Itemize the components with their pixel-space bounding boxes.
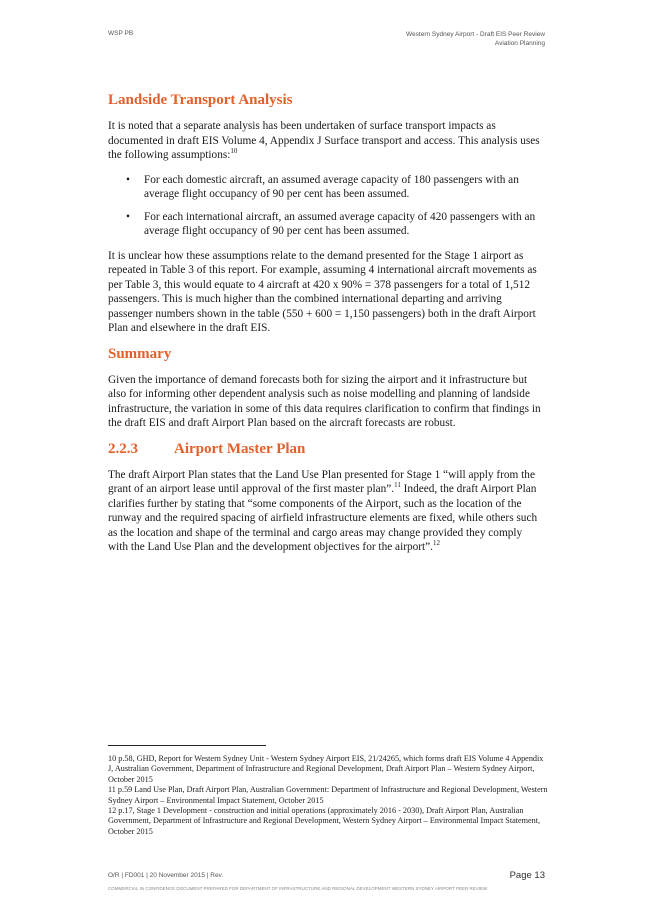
footnotes [108, 754, 548, 837]
section-title: Airport Master Plan [174, 440, 306, 457]
list-item: • For each international aircraft, an assumed average capacity of 420 passengers with an average flight occupancy of 90 per cent has been assumed. [144, 210, 545, 239]
footnote-divider [108, 745, 266, 746]
footnote-ref-10: 10 [230, 147, 238, 156]
landside-para1 [108, 119, 545, 163]
master-plan-para-part2: Indeed, the draft Airport Plan clarifies further by stating that “some components of the Airport, such as the location of the runway and the required spacing of airfield infrastructure elements are fixed, while others such as the location and shape of the terminal and cargo areas may change provided they comply with the Land Use Plan and the development objectives for the airport”. [108, 483, 538, 553]
header-right [406, 30, 545, 48]
footnote-ref-11: 11 [394, 481, 401, 490]
header-left: WSP PB [108, 30, 134, 37]
footnote-12: 12 p.17, Stage 1 Development - construction and initial operations (approximately 2016 - 2030), Draft Airport Plan, Australian Government, Department of Infrastructure and Regional Development, Western Sydney Airport – Environmental Impact Statement, October 2015 [108, 806, 541, 836]
page-number: Page 13 [509, 870, 545, 881]
footer-left: O/R | FD001 | 20 November 2015 | Rev. [108, 872, 224, 879]
footnote-10: 10 p.58, GHD, Report for Western Sydney Unit - Western Sydney Airport EIS, 21/24265, which forms draft EIS Volume 4 Appendix J, Australian Government, Department of Infrastructure and Regional Development, Draft Airport Plan – Western Sydney Airport, October 2015 [108, 754, 544, 784]
footnote-ref-12: 12 [433, 539, 441, 548]
footer-disclaimer: COMMERCIAL IN CONFIDENCE DOCUMENT PREPARED FOR DEPARTMENT OF INFRASTRUCTURE AND REGIONAL DEVELOPMENT WESTERN SYDNEY AIRPORT PEER REVIEW [108, 886, 488, 891]
landside-para1-text: It is noted that a separate analysis has been undertaken of surface transport impacts as documented in draft EIS Volume 4, Appendix J Surface transport and access. This analysis uses the following assumptions: [108, 120, 540, 161]
master-plan-para [108, 468, 545, 555]
list-item: • For each domestic aircraft, an assumed average capacity of 180 passengers with an average flight occupancy of 90 per cent has been assumed. [144, 173, 545, 202]
summary-heading: Summary [108, 345, 172, 362]
assumption-list [108, 173, 545, 239]
section-number: 2.2.3 [108, 440, 138, 457]
document-body [108, 92, 545, 565]
landside-para2: It is unclear how these assumptions relate to the demand presented for the Stage 1 airport as repeated in Table 3 of this report. For example, assuming 4 international aircraft movements as per Table 3, this would equate to 4 aircraft at 420 x 90% = 378 passengers for a total of 1,512 passengers. This is much higher than the combined international departing and arriving passenger numbers shown in the table (550 + 600 = 1,150 passengers) both in the draft Airport Plan and elsewhere in the draft EIS. [108, 249, 537, 334]
landside-heading: Landside Transport Analysis [108, 92, 293, 108]
summary-para: Given the importance of demand forecasts both for sizing the airport and it infrastructure but also for informing other dependent analysis such as noise modelling and planning of landside infrastructure, the variation in some of this data requires clarification to confirm that findings in the draft EIS and draft Airport Plan based on the aircraft forecasts are robust. [108, 373, 541, 429]
footnote-11: 11 p.59 Land Use Plan, Draft Airport Plan, Australian Government: Department of Infrastructure and Regional Development, Western Sydney Airport – Environmental Impact Statement, October 2015 [108, 785, 548, 805]
header-right-line2: Aviation Planning [494, 40, 545, 47]
master-plan-para-part1: The draft Airport Plan states that the Land Use Plan presented for Stage 1 “will apply from the grant of an airport lease until approval of the first master plan”. [108, 468, 535, 495]
master-plan-heading [108, 441, 545, 458]
header-right-line1: Western Sydney Airport - Draft EIS Peer Review [406, 31, 545, 38]
